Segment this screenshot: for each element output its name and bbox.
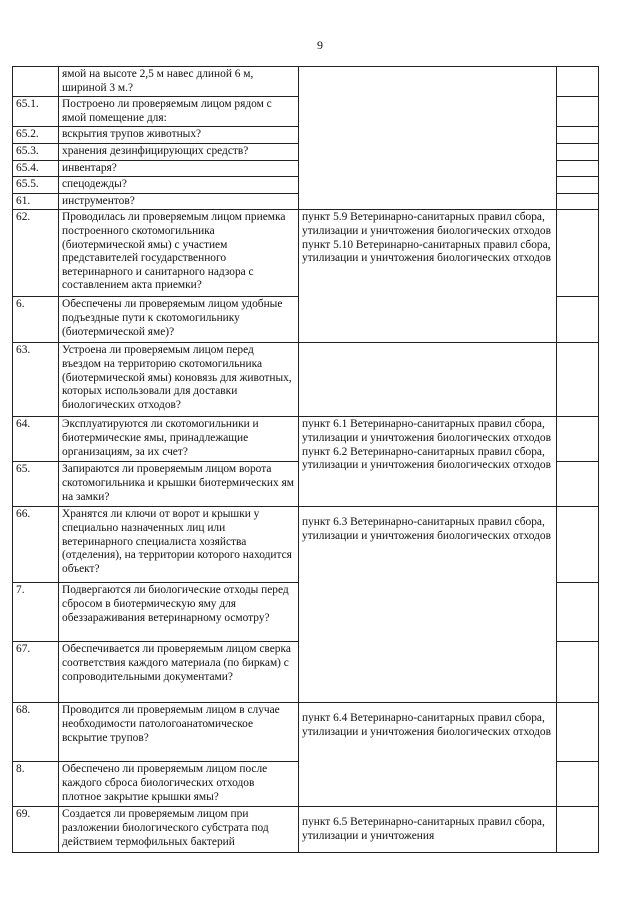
row-number: 62. [13,210,59,297]
row-number: 64. [13,417,59,462]
question-text: Хранятся ли ключи от ворот и крышки у специально назначенных лиц или ветеринарного специалиста хозяйства (отделения), на территории которого находится объект? [59,507,299,583]
row-number: 65.5. [13,177,59,194]
answer-cell[interactable] [557,507,599,583]
reference-cell [299,507,557,703]
question-text: ямой на высоте 2,5 м навес длиной 6 м, шириной 3 м.? [59,67,299,97]
reference-cell [299,807,557,853]
row-number: 65.3. [13,143,59,160]
question-text: Подвергаются ли биологические отходы перед сбросом в биотермическую яму для обеззараживания ветеринарному осмотру? [59,583,299,642]
row-number: 67. [13,642,59,703]
table-row [13,67,599,97]
answer-cell[interactable] [557,67,599,97]
question-text: Построено ли проверяемым лицом рядом с ямой помещение для: [59,97,299,127]
row-number: 8. [13,762,59,807]
reference-cell [299,703,557,807]
answer-cell[interactable] [557,177,599,194]
table-row [13,807,599,853]
answer-cell[interactable] [557,193,599,210]
reference-cell [299,210,557,343]
row-number: 61. [13,193,59,210]
answer-cell[interactable] [557,703,599,762]
question-text: спецодежды? [59,177,299,194]
reference-text: пункт 6.2 Ветеринарно-санитарных правил сбора, утилизации и уничтожения биологических отходов [302,445,551,472]
reference-cell [299,343,557,417]
answer-cell[interactable] [557,210,599,297]
reference-text: пункт 6.1 Ветеринарно-санитарных правил сбора, утилизации и уничтожения биологических отходов [302,418,551,444]
row-number: 6. [13,297,59,343]
question-text: Обеспечены ли проверяемым лицом удобные подъездные пути к скотомогильнику (биотермической яме)? [59,297,299,343]
question-text: Запираются ли проверяемым лицом ворота скотомогильника и крышки биотермических ям на замки? [59,462,299,507]
reference-text: пункт 5.10 Ветеринарно-санитарных правил сбора, утилизации и уничтожения биологических отходов [302,238,551,265]
reference-cell [299,417,557,507]
question-text: Создается ли проверяемым лицом при разложении биологического субстрата под действием термофильных бактерий [59,807,299,853]
question-text: Обеспечено ли проверяемым лицом после каждого сброса биологических отходов плотное закрытие крышки ямы? [59,762,299,807]
answer-cell[interactable] [557,143,599,160]
checklist-table [12,66,599,853]
answer-cell[interactable] [557,762,599,807]
row-number: 68. [13,703,59,762]
row-number: 69. [13,807,59,853]
table-row [13,703,599,762]
question-text: хранения дезинфицирующих средств? [59,143,299,160]
answer-cell[interactable] [557,417,599,462]
question-text: Проводилась ли проверяемым лицом приемка построенного скотомогильника (биотермической ямы) с участием представителей государственного ветеринарного и санитарного надзора с составлением акта приемки? [59,210,299,297]
row-number: 65. [13,462,59,507]
table-row [13,507,599,583]
answer-cell[interactable] [557,343,599,417]
reference-text: пункт 6.3 Ветеринарно-санитарных правил сбора, утилизации и уничтожения биологических отходов [302,516,551,542]
table-row [13,210,599,297]
reference-text: пункт 5.9 Ветеринарно-санитарных правил сбора, утилизации и уничтожения биологических отходов [302,211,551,237]
table-row [13,417,599,462]
row-number: 7. [13,583,59,642]
question-text: инструментов? [59,193,299,210]
row-number: 65.2. [13,127,59,144]
row-number: 63. [13,343,59,417]
answer-cell[interactable] [557,127,599,144]
row-number: 66. [13,507,59,583]
question-text: Устроена ли проверяемым лицом перед въездом на территорию скотомогильника (биотермической ямы) коновязь для животных, которых использовали для доставки биологических отходов? [59,343,299,417]
reference-text: пункт 6.5 Ветеринарно-санитарных правил сбора, утилизации и уничтожения [302,816,545,842]
question-text: инвентаря? [59,160,299,177]
question-text: вскрытия трупов животных? [59,127,299,144]
reference-cell [299,67,557,210]
answer-cell[interactable] [557,297,599,343]
page-number: 9 [317,38,323,52]
row-number [13,67,59,97]
row-number: 65.1. [13,97,59,127]
answer-cell[interactable] [557,160,599,177]
table-row [13,343,599,417]
reference-text: пункт 6.4 Ветеринарно-санитарных правил сбора, утилизации и уничтожения биологических отходов [302,712,551,738]
answer-cell[interactable] [557,97,599,127]
answer-cell[interactable] [557,642,599,703]
row-number: 65.4. [13,160,59,177]
answer-cell[interactable] [557,807,599,853]
question-text: Эксплуатируются ли скотомогильники и биотермические ямы, принадлежащие организациям, за их счет? [59,417,299,462]
question-text: Обеспечивается ли проверяемым лицом сверка соответствия каждого материала (по биркам) с сопроводительными документами? [59,642,299,703]
question-text: Проводится ли проверяемым лицом в случае необходимости патологоанатомическое вскрытие трупов? [59,703,299,762]
answer-cell[interactable] [557,583,599,642]
answer-cell[interactable] [557,462,599,507]
